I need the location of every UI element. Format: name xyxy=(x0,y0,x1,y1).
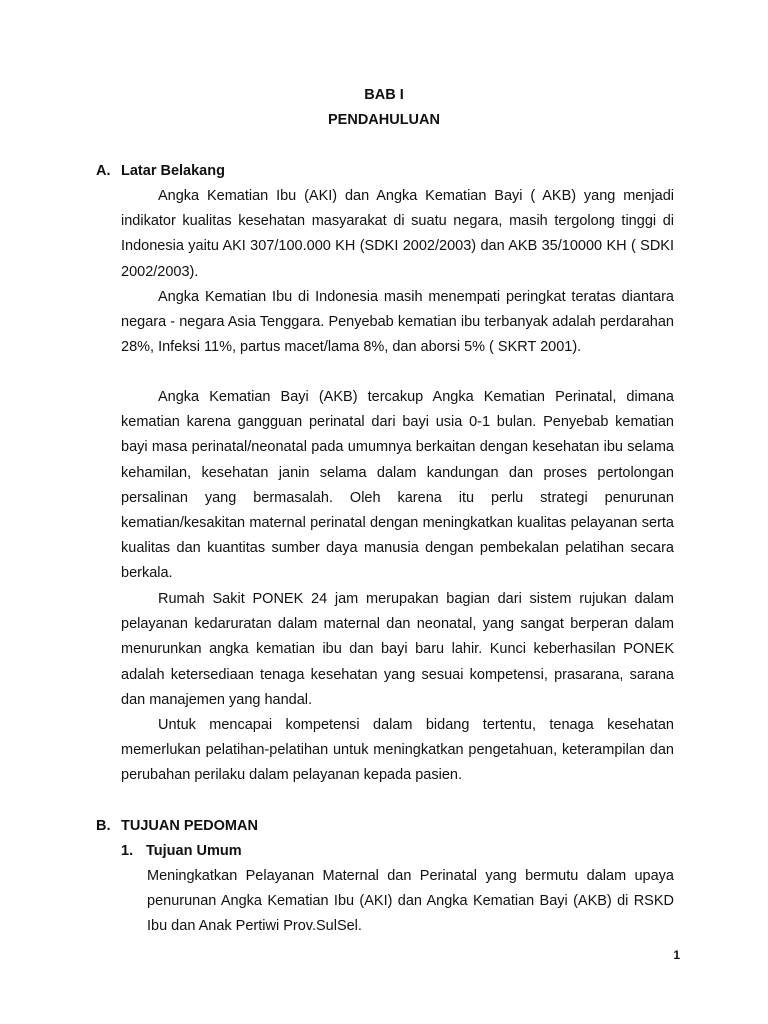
section-a-number: A. xyxy=(96,163,111,179)
paragraph-5: Untuk mencapai kompetensi dalam bidang tertentu, tenaga kesehatan memerlukan pelatihan-pelatihan untuk meningkatkan pengetahuan, keterampilan dan perubahan perilaku dalam pelayanan kepada pasien. xyxy=(121,717,674,784)
paragraph-4: Rumah Sakit PONEK 24 jam merupakan bagian dari sistem rujukan dalam pelayanan kedaruratan dalam maternal dan neonatal, yang sangat berperan dalam menurunkan angka kematian ibu dan bayi baru lahir. Kunci keberhasilan PONEK adalah ketersediaan tenaga kesehatan yang sesuai kompetensi, prasarana, sarana dan manajemen yang handal. xyxy=(121,591,674,708)
paragraph-2: Angka Kematian Ibu di Indonesia masih menempati peringkat teratas diantara negara - negara Asia Tenggara. Penyebab kematian ibu terbanyak adalah perdarahan 28%, Infeksi 11%, partus macet/lama 8%, dan aborsi 5% ( SKRT 2001). xyxy=(121,289,674,356)
page-number: 1 xyxy=(673,948,680,962)
section-a-heading xyxy=(96,163,225,179)
section-a-title: Latar Belakang xyxy=(121,163,225,179)
paragraph-1: Angka Kematian Ibu (AKI) dan Angka Kematian Bayi ( AKB) yang menjadi indikator kualitas kesehatan masyarakat di suatu negara, masih tergolong tinggi di Indonesia yaitu AKI 307/100.000 KH (SDKI 2002/2003) dan AKB 35/10000 KH ( SDKI 2002/2003). xyxy=(121,188,674,280)
section-b-number: B. xyxy=(96,818,111,834)
subsection-paragraph: Meningkatkan Pelayanan Maternal dan Perinatal yang bermutu dalam upaya penurunan Angka Kematian Ibu (AKI) dan Angka Kematian Bayi (AKB) di RSKD Ibu dan Anak Pertiwi Prov.SulSel. xyxy=(147,868,674,935)
subsection-heading xyxy=(121,843,242,859)
paragraph-3: Angka Kematian Bayi (AKB) tercakup Angka Kematian Perinatal, dimana kematian karena gangguan perinatal dari bayi usia 0-1 bulan. Penyebab kematian bayi masa perinatal/neonatal pada umumnya berkaitan dengan kesehatan ibu selama kehamilan, kesehatan janin selama dalam kandungan dan proses pertolongan persalinan yang bermasalah. Oleh karena itu perlu strategi penurunan kematian/kesakitan maternal perinatal dengan meningkatkan kualitas pelayanan serta kualitas dan kuantitas sumber daya manusia dengan pembekalan pelatihan secara berkala. xyxy=(121,389,674,582)
chapter-label: BAB I xyxy=(364,87,404,103)
subsection-title: Tujuan Umum xyxy=(146,843,242,859)
section-b-title: TUJUAN PEDOMAN xyxy=(121,818,258,834)
chapter-title: PENDAHULUAN xyxy=(328,112,440,128)
section-b-heading xyxy=(96,818,258,834)
subsection-number: 1. xyxy=(121,843,134,859)
